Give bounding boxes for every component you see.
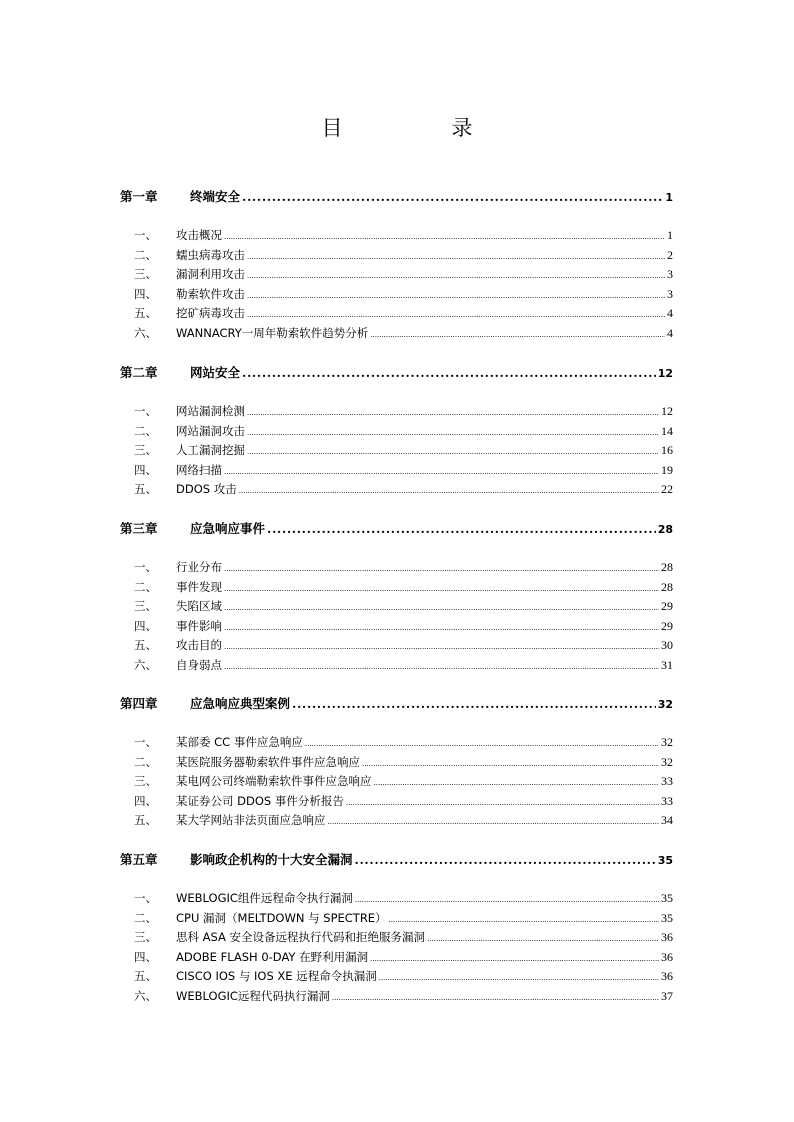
section-page-number: 28	[661, 560, 673, 574]
section-title: WEBLOGIC远程代码执行漏洞	[176, 989, 330, 1003]
section-number: 六、	[134, 326, 157, 340]
section-title: 网络扫描	[176, 462, 222, 477]
section-entry[interactable]	[120, 579, 673, 595]
section-number: 二、	[134, 423, 157, 438]
section-page-number: 3	[667, 286, 673, 301]
section-title: 某大学网站非法页面应急响应	[176, 813, 326, 828]
dot-leader	[374, 779, 660, 787]
section-number: 二、	[134, 247, 157, 262]
chapter-entry[interactable]	[120, 363, 673, 381]
section-number: 一、	[134, 735, 157, 749]
chapter-entry[interactable]	[120, 519, 673, 537]
section-number: 二、	[134, 910, 157, 925]
dot-leader	[346, 799, 659, 807]
section-number: 三、	[134, 443, 157, 458]
section-entry[interactable]	[120, 910, 673, 926]
dot-leader	[224, 585, 659, 593]
section-page-number: 1	[667, 228, 673, 242]
chapter-title: 应急响应事件	[190, 521, 266, 536]
section-title: ADOBE FLASH 0-DAY 在野利用漏洞	[176, 949, 369, 964]
section-entry[interactable]	[120, 481, 673, 497]
section-page-number: 36	[661, 930, 673, 945]
section-title: 网站漏洞攻击	[176, 423, 245, 438]
page-title: 目 录	[321, 116, 517, 140]
section-entry[interactable]	[120, 949, 673, 965]
section-title: 蠕虫病毒攻击	[176, 247, 245, 262]
dot-leader	[224, 663, 659, 671]
section-number: 三、	[134, 930, 157, 945]
section-entry[interactable]	[120, 890, 673, 906]
section-entry[interactable]	[120, 247, 673, 263]
section-number: 三、	[134, 267, 157, 282]
dot-leader	[362, 760, 659, 768]
section-number: 五、	[134, 969, 157, 984]
dot-leader	[370, 331, 665, 339]
dot-leader	[305, 740, 659, 748]
section-number: 二、	[134, 579, 157, 594]
dot-leader	[224, 468, 659, 476]
section-entry[interactable]	[120, 598, 673, 614]
section-number: 五、	[134, 638, 157, 653]
section-entry[interactable]	[120, 812, 673, 828]
section-entry[interactable]	[120, 423, 673, 439]
section-page-number: 2	[667, 247, 673, 262]
dot-leader	[267, 521, 656, 536]
section-number: 五、	[134, 306, 157, 321]
dot-leader	[247, 272, 665, 280]
section-entry[interactable]	[120, 637, 673, 653]
section-entry[interactable]	[120, 988, 673, 1004]
section-number: 五、	[134, 813, 157, 828]
dot-leader	[239, 487, 659, 495]
section-number: 一、	[134, 891, 157, 905]
section-title: 勒索软件攻击	[176, 286, 245, 301]
section-number: 四、	[134, 949, 157, 964]
section-title: 漏洞利用攻击	[176, 267, 245, 282]
section-page-number: 4	[667, 326, 673, 340]
section-page-number: 35	[661, 910, 673, 925]
chapter-page-number: 12	[657, 367, 673, 380]
dot-leader	[427, 935, 659, 943]
chapter-number: 第一章	[120, 189, 158, 204]
section-title: WEBLOGIC组件远程命令执行漏洞	[176, 891, 353, 905]
section-title: 某医院服务器勒索软件事件应急响应	[176, 754, 360, 769]
section-entry[interactable]	[120, 305, 673, 321]
chapter-title: 网站安全	[190, 365, 241, 380]
chapter-entry[interactable]	[120, 694, 673, 712]
section-page-number: 33	[661, 774, 673, 789]
section-page-number: 33	[661, 793, 673, 808]
chapter-title: 终端安全	[190, 189, 241, 204]
section-entry[interactable]	[120, 734, 673, 750]
dot-leader	[242, 189, 663, 204]
dot-leader	[389, 916, 659, 924]
section-page-number: 37	[661, 989, 673, 1003]
section-page-number: 31	[661, 658, 673, 672]
chapter-page-number: 35	[657, 854, 673, 867]
dot-leader	[242, 365, 656, 380]
section-entry[interactable]	[120, 462, 673, 478]
section-title: CPU 漏洞（MELTDOWN 与 SPECTRE）	[176, 910, 387, 925]
chapter-number: 第五章	[120, 852, 158, 867]
chapter-number: 第二章	[120, 365, 158, 380]
dot-leader	[355, 896, 659, 904]
section-entry[interactable]	[120, 754, 673, 770]
section-title: 攻击目的	[176, 638, 222, 653]
section-number: 一、	[134, 228, 157, 242]
dot-leader	[370, 955, 659, 963]
section-entry[interactable]	[120, 286, 673, 302]
section-number: 五、	[134, 482, 157, 497]
section-entry[interactable]	[120, 403, 673, 419]
section-page-number: 35	[661, 891, 673, 905]
section-title: 网站漏洞检测	[176, 404, 245, 418]
section-entry[interactable]	[120, 657, 673, 673]
section-page-number: 22	[661, 482, 673, 497]
section-entry[interactable]	[120, 929, 673, 945]
section-number: 一、	[134, 404, 157, 418]
section-number: 二、	[134, 754, 157, 769]
section-title: 事件影响	[176, 618, 222, 633]
dot-leader	[247, 448, 659, 456]
section-number: 六、	[134, 658, 157, 672]
section-page-number: 28	[661, 579, 673, 594]
section-title: 思科 ASA 安全设备远程执行代码和拒绝服务漏洞	[176, 930, 426, 945]
section-page-number: 32	[661, 735, 673, 749]
section-entry[interactable]	[120, 793, 673, 809]
section-number: 四、	[134, 286, 157, 301]
section-page-number: 36	[661, 949, 673, 964]
section-number: 四、	[134, 462, 157, 477]
dot-leader	[247, 311, 665, 319]
section-entry[interactable]	[120, 266, 673, 282]
dot-leader	[224, 233, 665, 241]
section-page-number: 19	[661, 462, 673, 477]
section-page-number: 29	[661, 618, 673, 633]
section-page-number: 4	[667, 306, 673, 321]
section-title: 攻击概况	[176, 228, 222, 242]
section-number: 四、	[134, 618, 157, 633]
section-number: 六、	[134, 989, 157, 1003]
dot-leader	[224, 565, 659, 573]
chapter-title: 影响政企机构的十大安全漏洞	[190, 852, 353, 867]
dot-leader	[328, 818, 660, 826]
dot-leader	[224, 624, 659, 632]
section-title: 自身弱点	[176, 658, 222, 672]
section-entry[interactable]	[120, 968, 673, 984]
section-title: 某证券公司 DDOS 事件分析报告	[176, 793, 344, 808]
chapter-page-number: 28	[657, 523, 673, 536]
chapter-number: 第三章	[120, 521, 158, 536]
section-page-number: 3	[667, 267, 673, 282]
dot-leader	[247, 429, 659, 437]
section-entry[interactable]	[120, 325, 673, 341]
section-title: 失陷区域	[176, 599, 222, 614]
dot-leader	[292, 696, 656, 711]
section-page-number: 14	[661, 423, 673, 438]
chapter-number: 第四章	[120, 696, 158, 711]
section-title: WANNACRY一周年勒索软件趋势分析	[176, 326, 369, 340]
section-number: 一、	[134, 560, 157, 574]
section-entry[interactable]	[120, 442, 673, 458]
section-entry[interactable]	[120, 559, 673, 575]
dot-leader	[332, 994, 659, 1002]
section-title: 事件发现	[176, 579, 222, 594]
chapter-entry[interactable]	[120, 187, 673, 205]
dot-leader	[247, 409, 659, 417]
section-page-number: 36	[661, 969, 673, 984]
section-number: 三、	[134, 774, 157, 789]
chapter-title: 应急响应典型案例	[190, 696, 291, 711]
section-title: 某部委 CC 事件应急响应	[176, 735, 303, 749]
section-page-number: 16	[661, 443, 673, 458]
section-entry[interactable]	[120, 618, 673, 634]
chapter-page-number: 32	[657, 698, 673, 711]
chapter-page-number: 1	[665, 191, 673, 204]
dot-leader	[224, 643, 659, 651]
section-page-number: 30	[661, 638, 673, 653]
section-entry[interactable]	[120, 227, 673, 243]
section-page-number: 12	[661, 404, 673, 418]
dot-leader	[247, 292, 665, 300]
section-title: 挖矿病毒攻击	[176, 306, 245, 321]
dot-leader	[247, 253, 665, 261]
dot-leader	[379, 974, 659, 982]
section-title: 人工漏洞挖掘	[176, 443, 245, 458]
section-page-number: 29	[661, 599, 673, 614]
dot-leader	[224, 604, 659, 612]
chapter-entry[interactable]	[120, 850, 673, 868]
dot-leader	[355, 852, 656, 867]
section-page-number: 34	[661, 813, 673, 828]
section-title: 行业分布	[176, 560, 222, 574]
section-title: DDOS 攻击	[176, 482, 237, 497]
section-number: 四、	[134, 793, 157, 808]
section-entry[interactable]	[120, 773, 673, 789]
section-title: 某电网公司终端勒索软件事件应急响应	[176, 774, 372, 789]
section-title: CISCO IOS 与 IOS XE 远程命令执漏洞	[176, 969, 377, 984]
section-page-number: 32	[661, 754, 673, 769]
section-number: 三、	[134, 599, 157, 614]
